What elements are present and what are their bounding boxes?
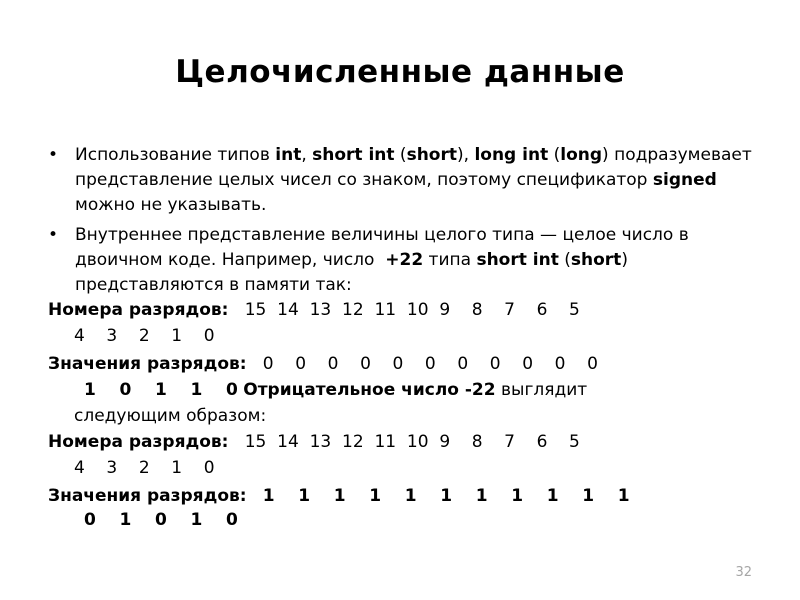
bit-numbers-continuation: 4 3 2 1 0 (74, 458, 215, 478)
bullet-item-1 (48, 143, 760, 218)
keyword-text: short int (312, 145, 395, 165)
bit-values-label: Значения разрядов: (48, 354, 247, 374)
body-text: типа (423, 250, 477, 270)
bit-values-label: Значения разрядов: (48, 486, 247, 506)
bit-numbers-row-negative (48, 429, 760, 455)
body-text: Использование типов (75, 145, 276, 165)
keyword-text: long (560, 145, 603, 165)
bit-numbers-continuation: 4 3 2 1 0 (74, 326, 215, 346)
body-text: ) подразумевает представление целых чисел со знаком, поэтому спецификатор (75, 145, 758, 190)
slide-title: Целочисленные данные (175, 54, 625, 90)
bit-values-continuation: 0 1 0 1 0 (84, 510, 238, 530)
keyword-text: int (275, 145, 302, 165)
bit-numbers-label: Номера разрядов: (48, 432, 229, 452)
body-text: Внутреннее представление величины целого типа — целое число в двоичном коде. Например, число (75, 225, 695, 270)
bit-values-continuation (84, 377, 587, 403)
body-text: можно не указывать. (75, 170, 723, 215)
body-text: ), (457, 145, 475, 165)
bit-values-tail: 1 0 1 1 0 (84, 380, 238, 400)
keyword-text: long int (474, 145, 549, 165)
bit-numbers-line: 15 14 13 12 11 10 9 8 7 6 5 (244, 432, 580, 452)
bullet-marker: • (48, 145, 59, 165)
body-text: , (301, 145, 313, 165)
negative-intro-continuation: следующим образом: (74, 406, 267, 426)
bullet-list (48, 143, 760, 303)
bit-numbers-row-positive (48, 297, 760, 323)
bullet-item-2 (48, 223, 760, 298)
body-text: ( (548, 145, 561, 165)
bit-numbers-label: Номера разрядов: (48, 300, 229, 320)
keyword-text: signed (652, 170, 717, 190)
slide-number: 32 (735, 565, 752, 580)
bullet-text (75, 225, 694, 295)
bit-numbers-line: 15 14 13 12 11 10 9 8 7 6 5 (244, 300, 580, 320)
body-text: ) представляются в памяти так: (75, 250, 634, 295)
bullet-marker: • (48, 225, 59, 245)
bit-values-row-negative (48, 483, 760, 509)
negative-intro-bold: Отрицательное число -22 (243, 380, 496, 400)
bullet-text (75, 145, 757, 215)
keyword-text: +22 (385, 250, 424, 270)
bit-values-line: 1 1 1 1 1 1 1 1 1 1 1 (262, 486, 630, 506)
bit-values-row-positive (48, 351, 760, 377)
keyword-text: short (406, 145, 457, 165)
keyword-text: short (570, 250, 622, 270)
negative-intro-text: выглядит (495, 380, 588, 400)
keyword-text: short int (476, 250, 559, 270)
body-text: ( (394, 145, 407, 165)
bit-values-line: 0 0 0 0 0 0 0 0 0 0 0 (262, 354, 598, 374)
body-text: ( (558, 250, 571, 270)
